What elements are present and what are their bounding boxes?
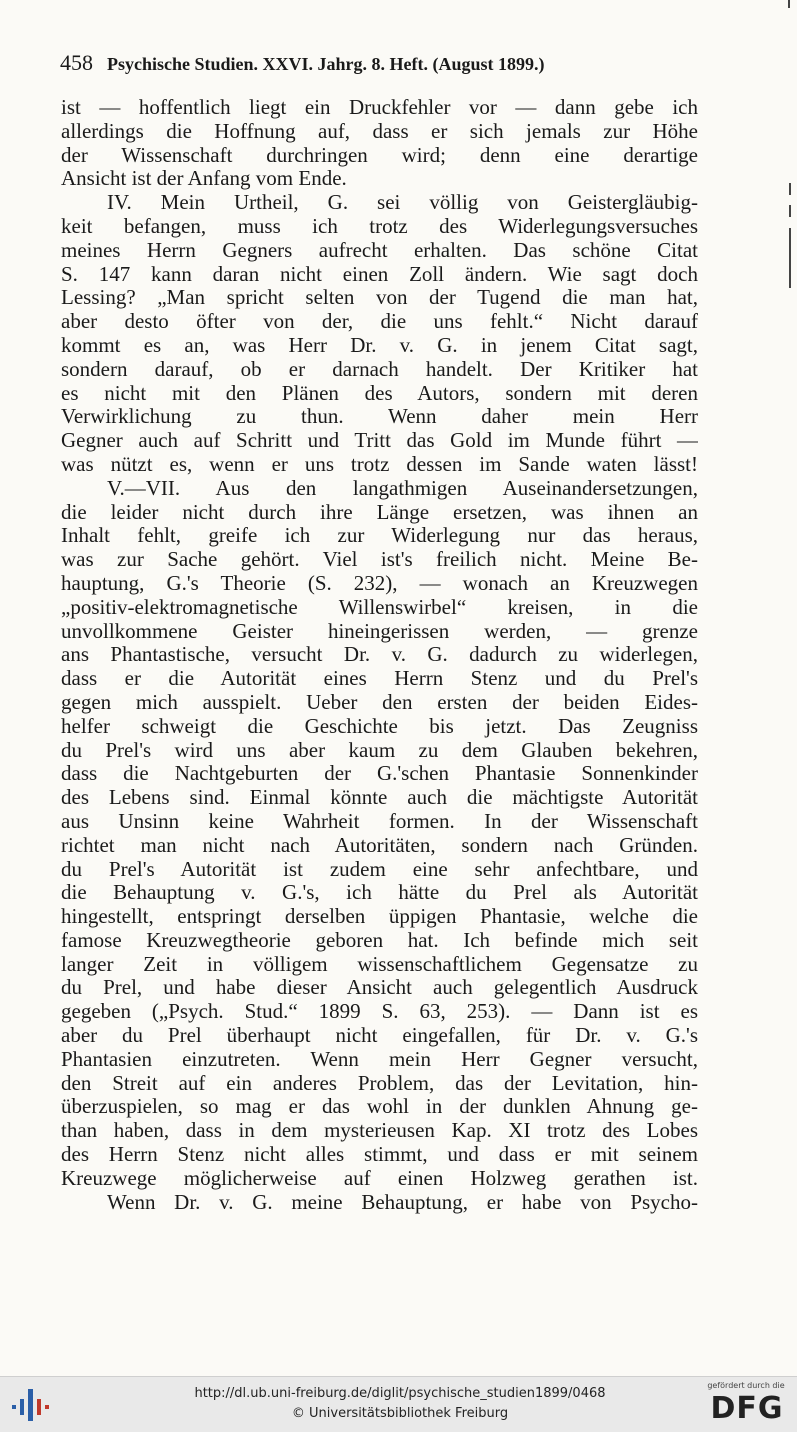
text-line: sondern darauf, ob er darnach handelt. Der Kritiker hat bbox=[61, 356, 698, 381]
text-line: dass er die Autorität eines Herrn Stenz und du Prel's bbox=[61, 666, 698, 691]
text-line: dass die Nachtgeburten der G.'schen Phantasie Sonnenkinder bbox=[61, 761, 698, 786]
text-line: famose Kreuzwegtheorie geboren hat. Ich befinde mich seit bbox=[61, 927, 698, 952]
text-line: was zur Sache gehört. Viel ist's freilich nicht. Meine Be- bbox=[61, 547, 698, 572]
text-line: du Prel's Autorität ist zudem eine sehr anfechtbare, und bbox=[61, 856, 698, 881]
text-line: unvollkommene Geister hineingerissen werden, — grenze bbox=[61, 618, 698, 643]
text-line: überzuspielen, so mag er das wohl in der dunklen Ahnung ge- bbox=[61, 1094, 698, 1119]
text-line: meines Herrn Gegners aufrecht erhalten. Das schöne Citat bbox=[61, 237, 698, 262]
text-line: des Herrn Stenz nicht alles stimmt, und dass er mit seinem bbox=[61, 1142, 698, 1167]
text-line: gegeben („Psych. Stud.“ 1899 S. 63, 253). — Dann ist es bbox=[61, 999, 698, 1024]
text-line: Inhalt fehlt, greife ich zur Widerlegung nur das heraus, bbox=[61, 523, 698, 548]
text-line: du Prel, und habe dieser Ansicht auch gelegentlich Ausdruck bbox=[61, 975, 698, 1000]
text-line: den Streit auf ein anderes Problem, das der Levitation, hin- bbox=[61, 1070, 698, 1095]
footer-bar bbox=[0, 1376, 797, 1432]
text-line: keit befangen, muss ich trotz des Widerlegungsversuches bbox=[61, 213, 698, 238]
margin-mark bbox=[789, 205, 791, 217]
document-url: http://dl.ub.uni-freiburg.de/diglit/psychische_studien1899/0468 bbox=[194, 1386, 606, 1401]
text-line: Phantasien einzutreten. Wenn mein Herr Gegner versucht, bbox=[61, 1046, 698, 1071]
text-line: V.—VII. Aus den langathmigen Auseinandersetzungen, bbox=[107, 475, 698, 500]
ub-freiburg-logo-icon bbox=[10, 1385, 52, 1425]
text-line: hingestellt, entspringt derselben üppigen Phantasie, welche die bbox=[61, 904, 698, 929]
text-line: Wenn Dr. v. G. meine Behauptung, er habe von Psycho- bbox=[107, 1189, 698, 1214]
text-line: aber desto öfter von der, die uns fehlt.“ Nicht darauf bbox=[61, 309, 698, 334]
text-line: „positiv-elektromagnetische Willenswirbel“ kreisen, in die bbox=[61, 594, 698, 619]
margin-mark bbox=[788, 0, 790, 8]
text-line: Verwirklichung zu thun. Wenn daher mein Herr bbox=[61, 404, 698, 429]
text-line: aber du Prel überhaupt nicht eingefallen, für Dr. v. G.'s bbox=[61, 1023, 698, 1048]
text-line: helfer schweigt die Geschichte bis jetzt. Das Zeugniss bbox=[61, 713, 698, 738]
text-line: allerdings die Hoffnung auf, dass er sich jemals zur Höhe bbox=[61, 118, 698, 143]
running-title: Psychische Studien. XXVI. Jahrg. 8. Heft. (August 1899.) bbox=[107, 54, 545, 74]
text-line: ans Phantastische, versucht Dr. v. G. dadurch zu widerlegen, bbox=[61, 642, 698, 667]
text-line: gegen mich ausspielt. Ueber den ersten der beiden Eides- bbox=[61, 689, 698, 714]
margin-mark bbox=[789, 183, 791, 195]
page-number: 458 bbox=[60, 50, 93, 75]
text-line: langer Zeit in völligem wissenschaftlichem Gegensatze zu bbox=[61, 951, 698, 976]
text-line: ist — hoffentlich liegt ein Druckfehler vor — dann gebe ich bbox=[61, 96, 698, 119]
text-line: der Wissenschaft durchringen wird; denn eine derartige bbox=[61, 142, 698, 167]
body-text bbox=[61, 96, 698, 1236]
text-line: es nicht mit den Plänen des Autors, sondern mit deren bbox=[61, 380, 698, 405]
text-line: richtet man nicht nach Autoritäten, sondern nach Gründen. bbox=[61, 832, 698, 857]
text-line: Ansicht ist der Anfang vom Ende. bbox=[61, 166, 347, 191]
text-line: die Behauptung v. G.'s, ich hätte du Prel als Autorität bbox=[61, 880, 698, 905]
text-line: Lessing? „Man spricht selten von der Tugend die man hat, bbox=[61, 285, 698, 310]
dfg-logo-icon: DFG bbox=[710, 1391, 784, 1426]
text-line: kommt es an, was Herr Dr. v. G. in jenem Citat sagt, bbox=[61, 332, 698, 357]
text-line: than haben, dass in dem mysterieusen Kap. XI trotz des Lobes bbox=[61, 1118, 698, 1143]
copyright-notice: © Universitätsbibliothek Freiburg bbox=[291, 1406, 509, 1421]
sponsor-caption: gefördert durch die bbox=[707, 1381, 785, 1390]
margin-mark bbox=[789, 228, 791, 288]
text-line: des Lebens sind. Einmal könnte auch die mächtigste Autorität bbox=[61, 785, 698, 810]
text-line: Kreuzwege möglicherweise auf einen Holzweg gerathen ist. bbox=[61, 1165, 698, 1190]
text-line: S. 147 kann daran nicht einen Zoll ändern. Wie sagt doch bbox=[61, 261, 698, 286]
running-header bbox=[60, 50, 700, 78]
text-line: Gegner auch auf Schritt und Tritt das Gold im Munde führt — bbox=[61, 428, 698, 453]
text-line: IV. Mein Urtheil, G. sei völlig von Geistergläubig- bbox=[107, 190, 698, 215]
text-line: hauptung, G.'s Theorie (S. 232), — wonach an Kreuzwegen bbox=[61, 570, 698, 595]
text-line: du Prel's wird uns aber kaum zu dem Glauben bekehren, bbox=[61, 737, 698, 762]
text-line: aus Unsinn keine Wahrheit formen. In der Wissenschaft bbox=[61, 808, 698, 833]
text-line: was nützt es, wenn er uns trotz dessen im Sande waten lässt! bbox=[61, 451, 698, 476]
text-line: die leider nicht durch ihre Länge ersetzen, was ihnen an bbox=[61, 499, 698, 524]
